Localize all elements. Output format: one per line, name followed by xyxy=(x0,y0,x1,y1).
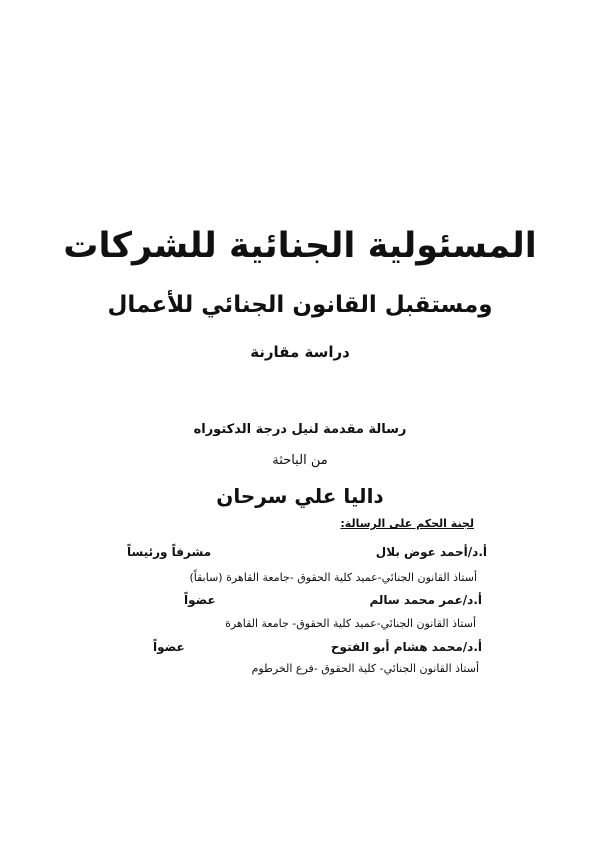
author-name: داليا علي سرحان xyxy=(216,484,384,508)
document-subtitle: ومستقبل القانون الجنائي للأعمال xyxy=(107,292,493,318)
thesis-statement: رسالة مقدمة لنيل درجة الدكتوراه xyxy=(193,422,407,437)
committee-affiliation-row xyxy=(0,571,600,589)
member-name: أ.د/أحمد عوض بلال xyxy=(375,545,487,559)
from-label: من الباحثة xyxy=(272,453,328,468)
member-role: عضواً xyxy=(184,593,216,607)
committee-heading: لجنة الحكم على الرسالة: xyxy=(340,517,474,530)
committee-member-row xyxy=(0,593,600,611)
member-role: عضواً xyxy=(153,640,185,654)
member-name: أ.د/محمد هشام أبو الفتوح xyxy=(330,640,482,654)
committee-member-row xyxy=(0,640,600,658)
committee-affiliation-row xyxy=(0,662,600,680)
member-affiliation: أستاذ القانون الجنائي- كلية الحقوق -فرع الخرطوم xyxy=(251,662,479,675)
member-role: مشرفاً ورئيساً xyxy=(127,545,212,559)
document-title: المسئولية الجنائية للشركات xyxy=(63,226,537,266)
member-affiliation: أستاذ القانون الجنائي-عميد كلية الحقوق- جامعة القاهرة xyxy=(225,617,476,630)
member-name: أ.د/عمر محمد سالم xyxy=(369,593,482,607)
committee-member-row xyxy=(0,545,600,563)
member-affiliation: أستاذ القانون الجنائي-عميد كلية الحقوق -جامعة القاهرة (سابقاً) xyxy=(189,571,477,584)
committee-affiliation-row xyxy=(0,617,600,635)
study-type: دراسة مقارنة xyxy=(250,343,350,361)
